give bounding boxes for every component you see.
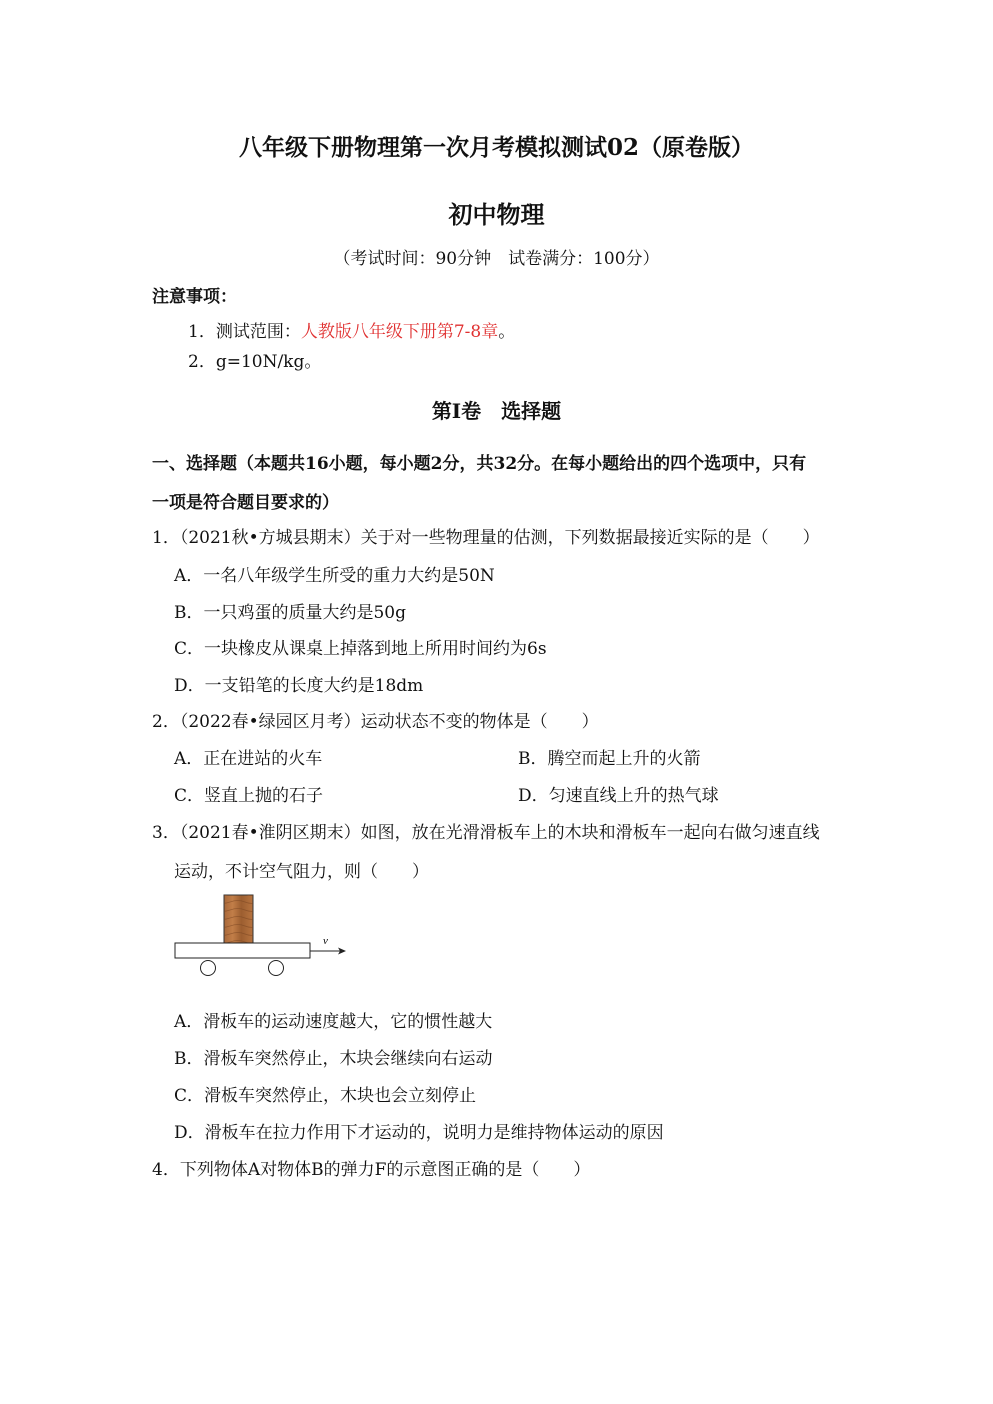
skateboard-deck	[175, 943, 310, 958]
q1-option-c: C．一块橡皮从课桌上掉落到地上所用时间约为6s	[174, 639, 547, 659]
q3-option-b: B．滑板车突然停止，木块会继续向右运动	[174, 1049, 493, 1069]
notes-item-1-prefix: 1．测试范围：	[188, 322, 301, 342]
q4-stem: 4．下列物体A对物体B的弹力F的示意图正确的是（ ）	[152, 1160, 591, 1180]
q2-option-b: B．腾空而起上升的火箭	[518, 749, 701, 769]
q1-option-b: B．一只鸡蛋的质量大约是50g	[174, 603, 407, 623]
q1-stem: 1．（2021秋•方城县期末）关于对一些物理量的估测，下列数据最接近实际的是（ ）	[152, 528, 820, 548]
q1-option-a: A．一名八年级学生所受的重力大约是50N	[174, 566, 495, 586]
notes-heading: 注意事项：	[152, 287, 237, 307]
q2-option-c: C．竖直上抛的石子	[174, 786, 324, 806]
q3-option-c: C．滑板车突然停止，木块也会立刻停止	[174, 1086, 477, 1106]
notes-item-2: 2．g=10N/kg。	[188, 352, 322, 372]
notes-item-1	[188, 321, 515, 343]
velocity-label: v	[323, 935, 328, 947]
q1-option-d: D．一支铅笔的长度大约是18dm	[174, 676, 424, 696]
q3-stem-line1: 3．（2021春•淮阴区期末）如图，放在光滑滑板车上的木块和滑板车一起向右做匀速直线	[152, 823, 820, 843]
exam-info: （考试时间：90分钟 试卷满分：100分）	[333, 249, 660, 269]
wheel-right	[269, 961, 284, 976]
q2-option-a: A．正在进站的火车	[174, 749, 323, 769]
section-intro-line1: 一、选择题（本题共16小题，每小题2分，共32分。在每小题给出的四个选项中，只有	[152, 454, 807, 474]
page-title: 八年级下册物理第一次月考模拟测试02（原卷版）	[238, 134, 754, 161]
section-title: 第Ⅰ卷 选择题	[431, 399, 562, 423]
wheel-left	[201, 961, 216, 976]
q3-figure-skateboard	[170, 890, 360, 982]
notes-item-1-highlight: 人教版八年级下册第7-8章	[300, 322, 499, 342]
q2-stem: 2．（2022春•绿园区月考）运动状态不变的物体是（ ）	[152, 712, 599, 732]
wooden-block	[224, 895, 253, 943]
q3-stem-line2: 运动，不计空气阻力，则（ ）	[174, 862, 429, 882]
subject-title: 初中物理	[448, 200, 545, 229]
section-intro-line2: 一项是符合题目要求的）	[152, 493, 339, 513]
notes-item-1-suffix: 。	[498, 322, 516, 342]
q3-option-d: D．滑板车在拉力作用下才运动的，说明力是维持物体运动的原因	[174, 1123, 664, 1143]
q2-option-d: D．匀速直线上升的热气球	[518, 786, 719, 806]
q3-option-a: A．滑板车的运动速度越大，它的惯性越大	[174, 1012, 493, 1032]
